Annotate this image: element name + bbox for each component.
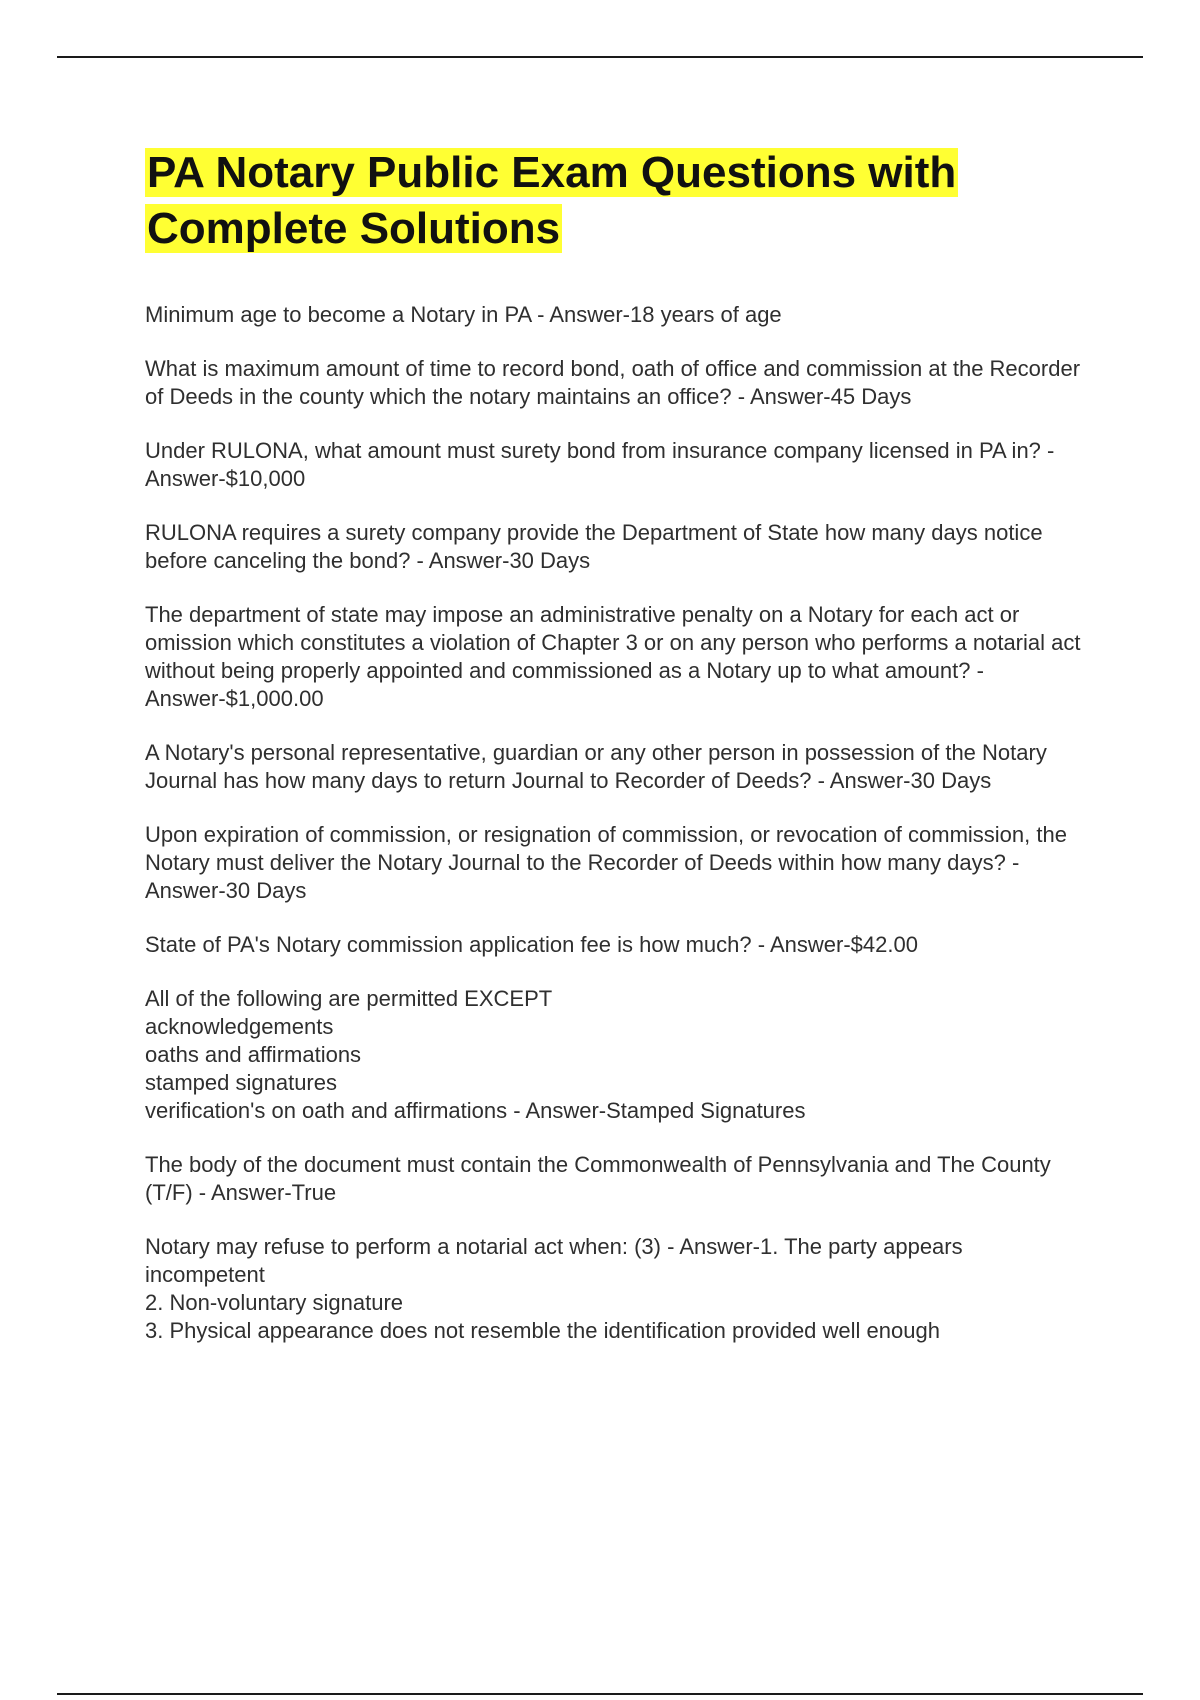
- question-answer-item: [145, 739, 1085, 795]
- question-answer-item: [145, 821, 1085, 905]
- bottom-rule: [57, 1693, 1143, 1695]
- question-answer-line: The body of the document must contain the Commonwealth of Pennsylvania and The County (T/F) - Answer-True: [145, 1152, 1057, 1205]
- question-answer-line: stamped signatures: [145, 1070, 337, 1095]
- document-title: [145, 145, 1085, 257]
- title-line-2: Complete Solutions: [147, 204, 561, 253]
- question-answer-line: RULONA requires a surety company provide the Department of State how many days notice before canceling the bond? - Answer-30 Days: [145, 520, 1049, 573]
- question-answer-item: [145, 601, 1085, 713]
- question-answer-item: [145, 519, 1085, 575]
- question-answer-line: A Notary's personal representative, guardian or any other person in possession of the Notary Journal has how many days to return Journal to Recorder of Deeds? - Answer-30 Days: [145, 740, 1053, 793]
- title-line-1: PA Notary Public Exam Questions with: [147, 148, 957, 197]
- question-answer-item: [145, 301, 1085, 329]
- question-answer-line: The department of state may impose an administrative penalty on a Notary for each act or omission which constitutes a violation of Chapter 3 or on any person who performs a notarial act without being properly appointed and commissioned as a Notary up to what amount? - Answer-$1,000.00: [145, 602, 1087, 711]
- question-answer-item: [145, 1233, 1085, 1345]
- question-answer-line: oaths and affirmations: [145, 1042, 362, 1067]
- question-answer-line: What is maximum amount of time to record bond, oath of office and commission at the Recorder of Deeds in the county which the notary maintains an office? - Answer-45 Days: [145, 356, 1087, 409]
- question-answer-item: [145, 437, 1085, 493]
- question-answer-line: Minimum age to become a Notary in PA - Answer-18 years of age: [145, 302, 782, 327]
- question-list: [145, 301, 1085, 1345]
- question-answer-line: acknowledgements: [145, 1014, 334, 1039]
- question-answer-line: 3. Physical appearance does not resemble the identification provided well enough: [145, 1318, 940, 1343]
- question-answer-line: All of the following are permitted EXCEPT: [145, 986, 553, 1011]
- question-answer-line: State of PA's Notary commission application fee is how much? - Answer-$42.00: [145, 932, 918, 957]
- document-body: [145, 145, 1085, 1371]
- question-answer-line: Under RULONA, what amount must surety bond from insurance company licensed in PA in? - Answer-$10,000: [145, 438, 1060, 491]
- question-answer-line: Notary may refuse to perform a notarial act when: (3) - Answer-1. The party appears incompetent: [145, 1234, 969, 1287]
- question-answer-item: [145, 985, 1085, 1125]
- question-answer-item: [145, 355, 1085, 411]
- question-answer-item: [145, 1151, 1085, 1207]
- question-answer-line: 2. Non-voluntary signature: [145, 1290, 404, 1315]
- question-answer-item: [145, 931, 1085, 959]
- top-rule: [57, 56, 1143, 58]
- question-answer-line: verification's on oath and affirmations - Answer-Stamped Signatures: [145, 1098, 806, 1123]
- question-answer-line: Upon expiration of commission, or resignation of commission, or revocation of commission, the Notary must deliver the Notary Journal to the Recorder of Deeds within how many days? - Answer-30 Days: [145, 822, 1074, 903]
